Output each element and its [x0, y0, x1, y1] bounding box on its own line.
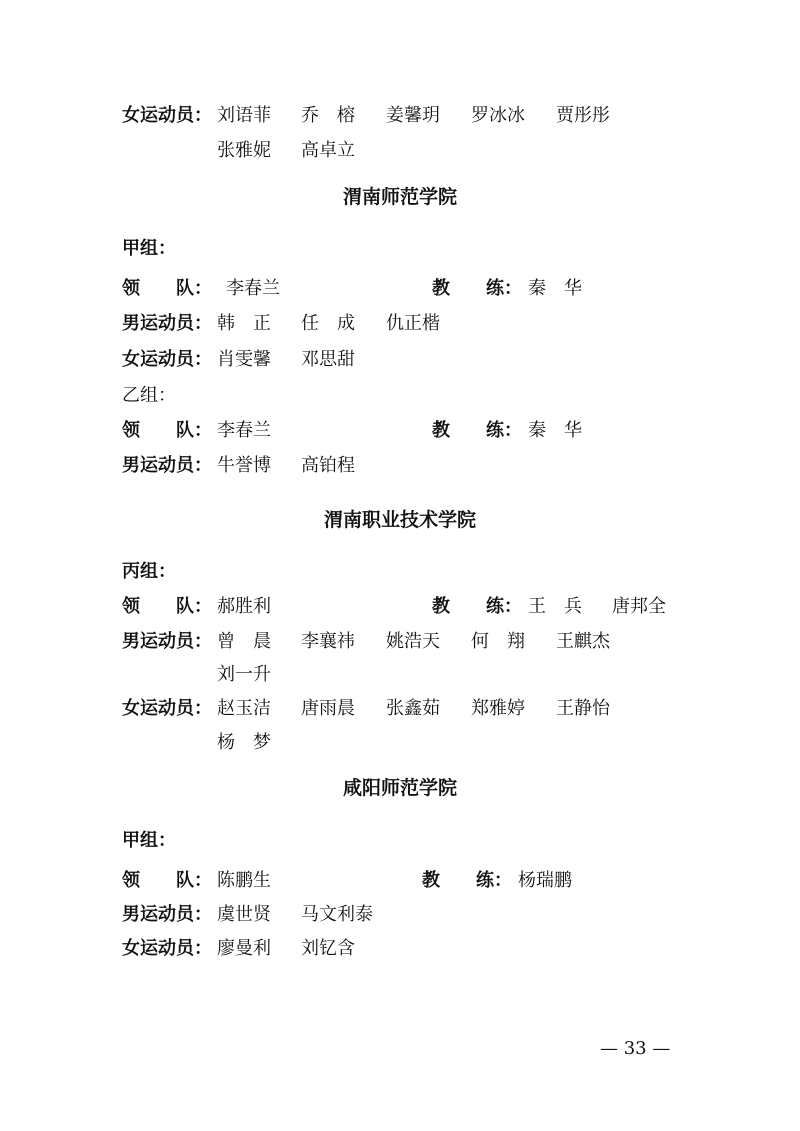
male-athletes-label: 男运动员：: [122, 631, 212, 652]
athlete-name: 姚浩天: [386, 631, 440, 652]
coach-label: 教 练：: [432, 596, 522, 617]
male-athletes-label: 男运动员：: [122, 904, 212, 925]
leader-name: 李春兰: [226, 278, 280, 299]
athlete-name: 杨 梦: [217, 732, 271, 753]
male-athletes-row: [0, 627, 800, 657]
female-athletes-label: 女运动员：: [122, 349, 212, 370]
athlete-name: 牛誉博: [217, 455, 271, 476]
leader-name: 陈鹏生: [217, 870, 271, 891]
female-athletes-row: [0, 694, 800, 724]
coach-label: 教 练：: [432, 278, 522, 299]
group-heading: 甲组：: [122, 238, 176, 259]
coach-name: 王 兵: [528, 596, 582, 617]
athlete-name: 仇正楷: [386, 313, 440, 334]
leader-coach-row: [0, 274, 800, 304]
athlete-name: 任 成: [301, 313, 355, 334]
female-athletes-row: [0, 101, 800, 131]
athlete-name: 刘一升: [217, 664, 271, 685]
school-title-weinan-vocational: 渭南职业技术学院: [323, 509, 476, 531]
athlete-name: 王麒杰: [556, 631, 610, 652]
athlete-name: 张雅妮: [217, 140, 271, 161]
athlete-name: 刘钇含: [301, 938, 355, 959]
male-athletes-row: [0, 451, 800, 481]
coach-name: 杨瑞鹏: [518, 870, 572, 891]
athlete-name: 高铂程: [301, 455, 355, 476]
athlete-name: 廖曼利: [217, 938, 271, 959]
athlete-name: 曾 晨: [217, 631, 271, 652]
female-athletes-label: 女运动员：: [122, 698, 212, 719]
female-athletes-row: [0, 345, 800, 375]
leader-label: 领 队：: [122, 420, 212, 441]
male-athletes-label: 男运动员：: [122, 313, 212, 334]
male-athletes-row: [0, 900, 800, 930]
athlete-name: 姜馨玥: [386, 105, 440, 126]
athlete-name: 郑雅婷: [471, 698, 525, 719]
leader-coach-row: [0, 592, 800, 622]
coach-name: 唐邦全: [612, 596, 666, 617]
athlete-name: 马文利泰: [301, 904, 373, 925]
leader-label: 领 队：: [122, 596, 212, 617]
athlete-name: 张鑫茹: [386, 698, 440, 719]
leader-coach-row: [0, 416, 800, 446]
male-athletes-row: [0, 309, 800, 339]
leader-label: 领 队：: [122, 870, 212, 891]
leader-coach-row: [0, 866, 800, 896]
leader-name: 郝胜利: [217, 596, 271, 617]
school-title-weinan-normal: 渭南师范学院: [342, 186, 457, 208]
athlete-name: 高卓立: [301, 140, 355, 161]
athlete-name: 贾彤彤: [556, 105, 610, 126]
school-title-xianyang-normal: 咸阳师范学院: [342, 777, 457, 799]
athlete-name: 虞世贤: [217, 904, 271, 925]
group-heading: 甲组：: [122, 830, 176, 851]
male-athletes-label: 男运动员：: [122, 455, 212, 476]
coach-name: 秦 华: [528, 420, 582, 441]
coach-label: 教 练：: [432, 420, 522, 441]
group-heading: 丙组：: [122, 561, 176, 582]
group-heading: 乙组：: [122, 385, 176, 406]
leader-name: 李春兰: [217, 420, 271, 441]
female-athletes-label: 女运动员：: [122, 105, 212, 126]
female-athletes-label: 女运动员：: [122, 938, 212, 959]
athlete-name: 唐雨晨: [301, 698, 355, 719]
leader-label: 领 队：: [122, 278, 212, 299]
athlete-name: 李襄祎: [301, 631, 355, 652]
page-number: — 33 —: [600, 1038, 671, 1059]
athlete-name: 邓思甜: [301, 349, 355, 370]
athlete-name: 乔 榕: [301, 105, 355, 126]
athlete-name: 韩 正: [217, 313, 271, 334]
female-athletes-row: [0, 934, 800, 964]
athlete-name: 罗冰冰: [471, 105, 525, 126]
coach-label: 教 练：: [422, 870, 512, 891]
athlete-name: 刘语菲: [217, 105, 271, 126]
athlete-name: 赵玉洁: [217, 698, 271, 719]
male-athletes-row-continued: [0, 660, 800, 690]
athlete-name: 何 翔: [471, 631, 525, 652]
athlete-name: 肖雯馨: [217, 349, 271, 370]
female-athletes-row-continued: [0, 728, 800, 758]
athlete-name: 王静怡: [556, 698, 610, 719]
female-athletes-row-continued: [0, 136, 800, 166]
coach-name: 秦 华: [528, 278, 582, 299]
